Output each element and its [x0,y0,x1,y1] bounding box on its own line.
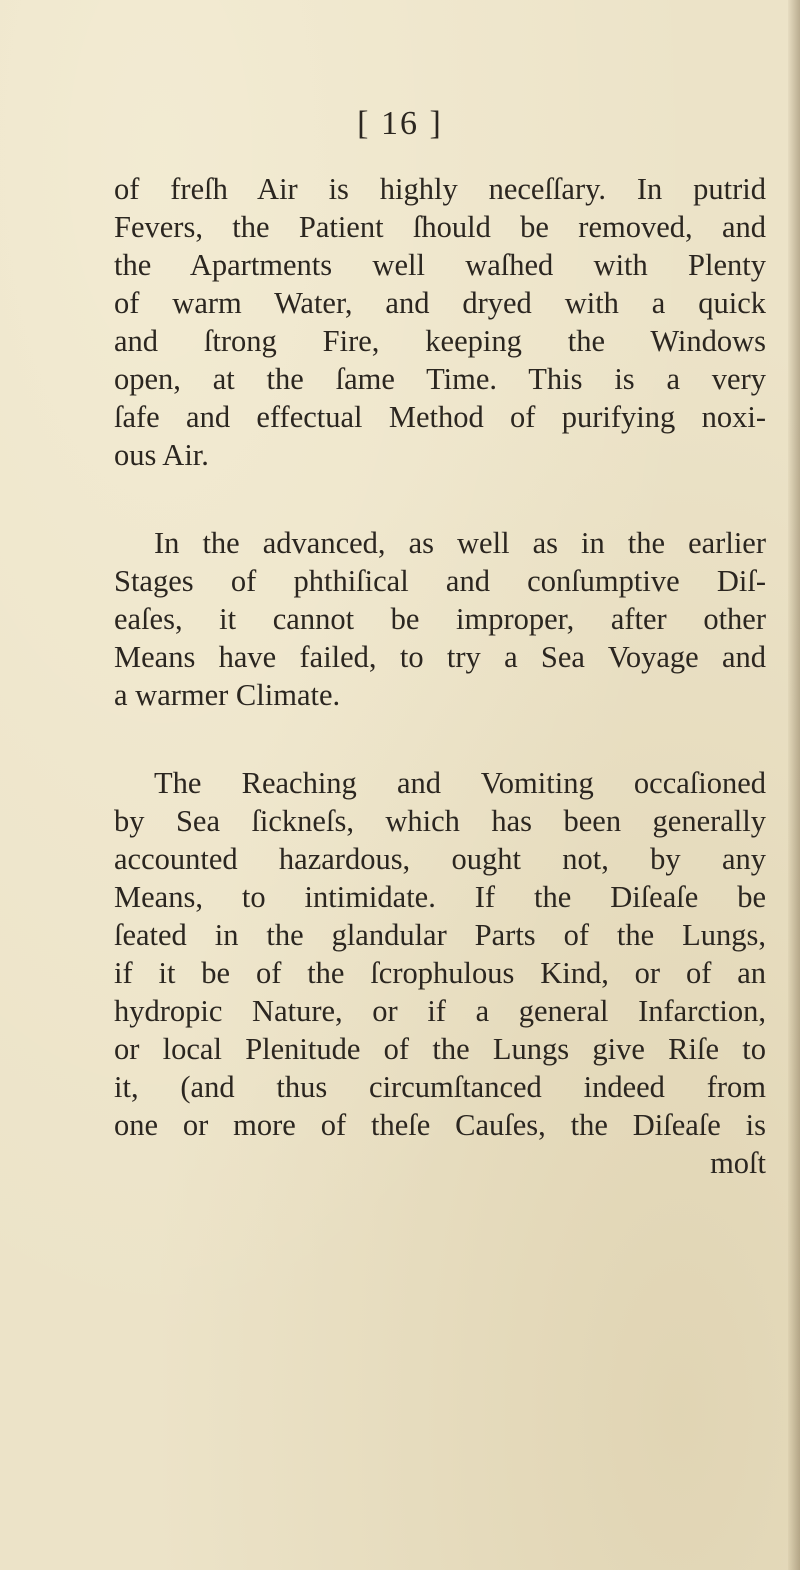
text-line: if it be of the ſcrophulous Kind, or of an [114,956,766,990]
text-line: Stages of phthiſical and conſumptive Diſ- [114,564,766,598]
text-line: In the advanced, as well as in the earlier [154,526,766,560]
text-line: hydropic Nature, or if a general Infarction, [114,994,766,1028]
text-line: by Sea ſickneſs, which has been generally [114,804,766,838]
text-line: The Reaching and Vomiting occaſioned [154,766,766,800]
text-line: and ſtrong Fire, keeping the Windows [114,324,766,358]
text-line: a warmer Climate. [114,678,341,712]
text-line: Fevers, the Patient ſhould be removed, and [114,210,766,244]
text-line: ous Air. [114,438,209,472]
text-line: it, (and thus circumſtanced indeed from [114,1070,766,1104]
text-line: Means, to intimidate. If the Diſeaſe be [114,880,766,914]
text-line: open, at the ſame Time. This is a very [114,362,766,396]
text-line: accounted hazardous, ought not, by any [114,842,766,876]
text-line: of warm Water, and dryed with a quick [114,286,766,320]
text-line: eaſes, it cannot be improper, after other [114,602,766,636]
text-line: ſafe and effectual Method of purifying noxi- [114,400,766,434]
text-line: ſeated in the glandular Parts of the Lungs, [114,918,766,952]
text-line: of freſh Air is highly neceſſary. In putrid [114,172,766,206]
page-number: [ 16 ] [357,105,443,142]
text-line: the Apartments well waſhed with Plenty [114,248,766,282]
text-line: one or more of theſe Cauſes, the Diſeaſe is [114,1108,766,1142]
text-line: or local Plenitude of the Lungs give Riſe to [114,1032,766,1066]
text-line: Means have failed, to try a Sea Voyage and [114,640,766,674]
page-edge-shadow [788,0,800,1570]
catchword: moſt [710,1146,766,1180]
